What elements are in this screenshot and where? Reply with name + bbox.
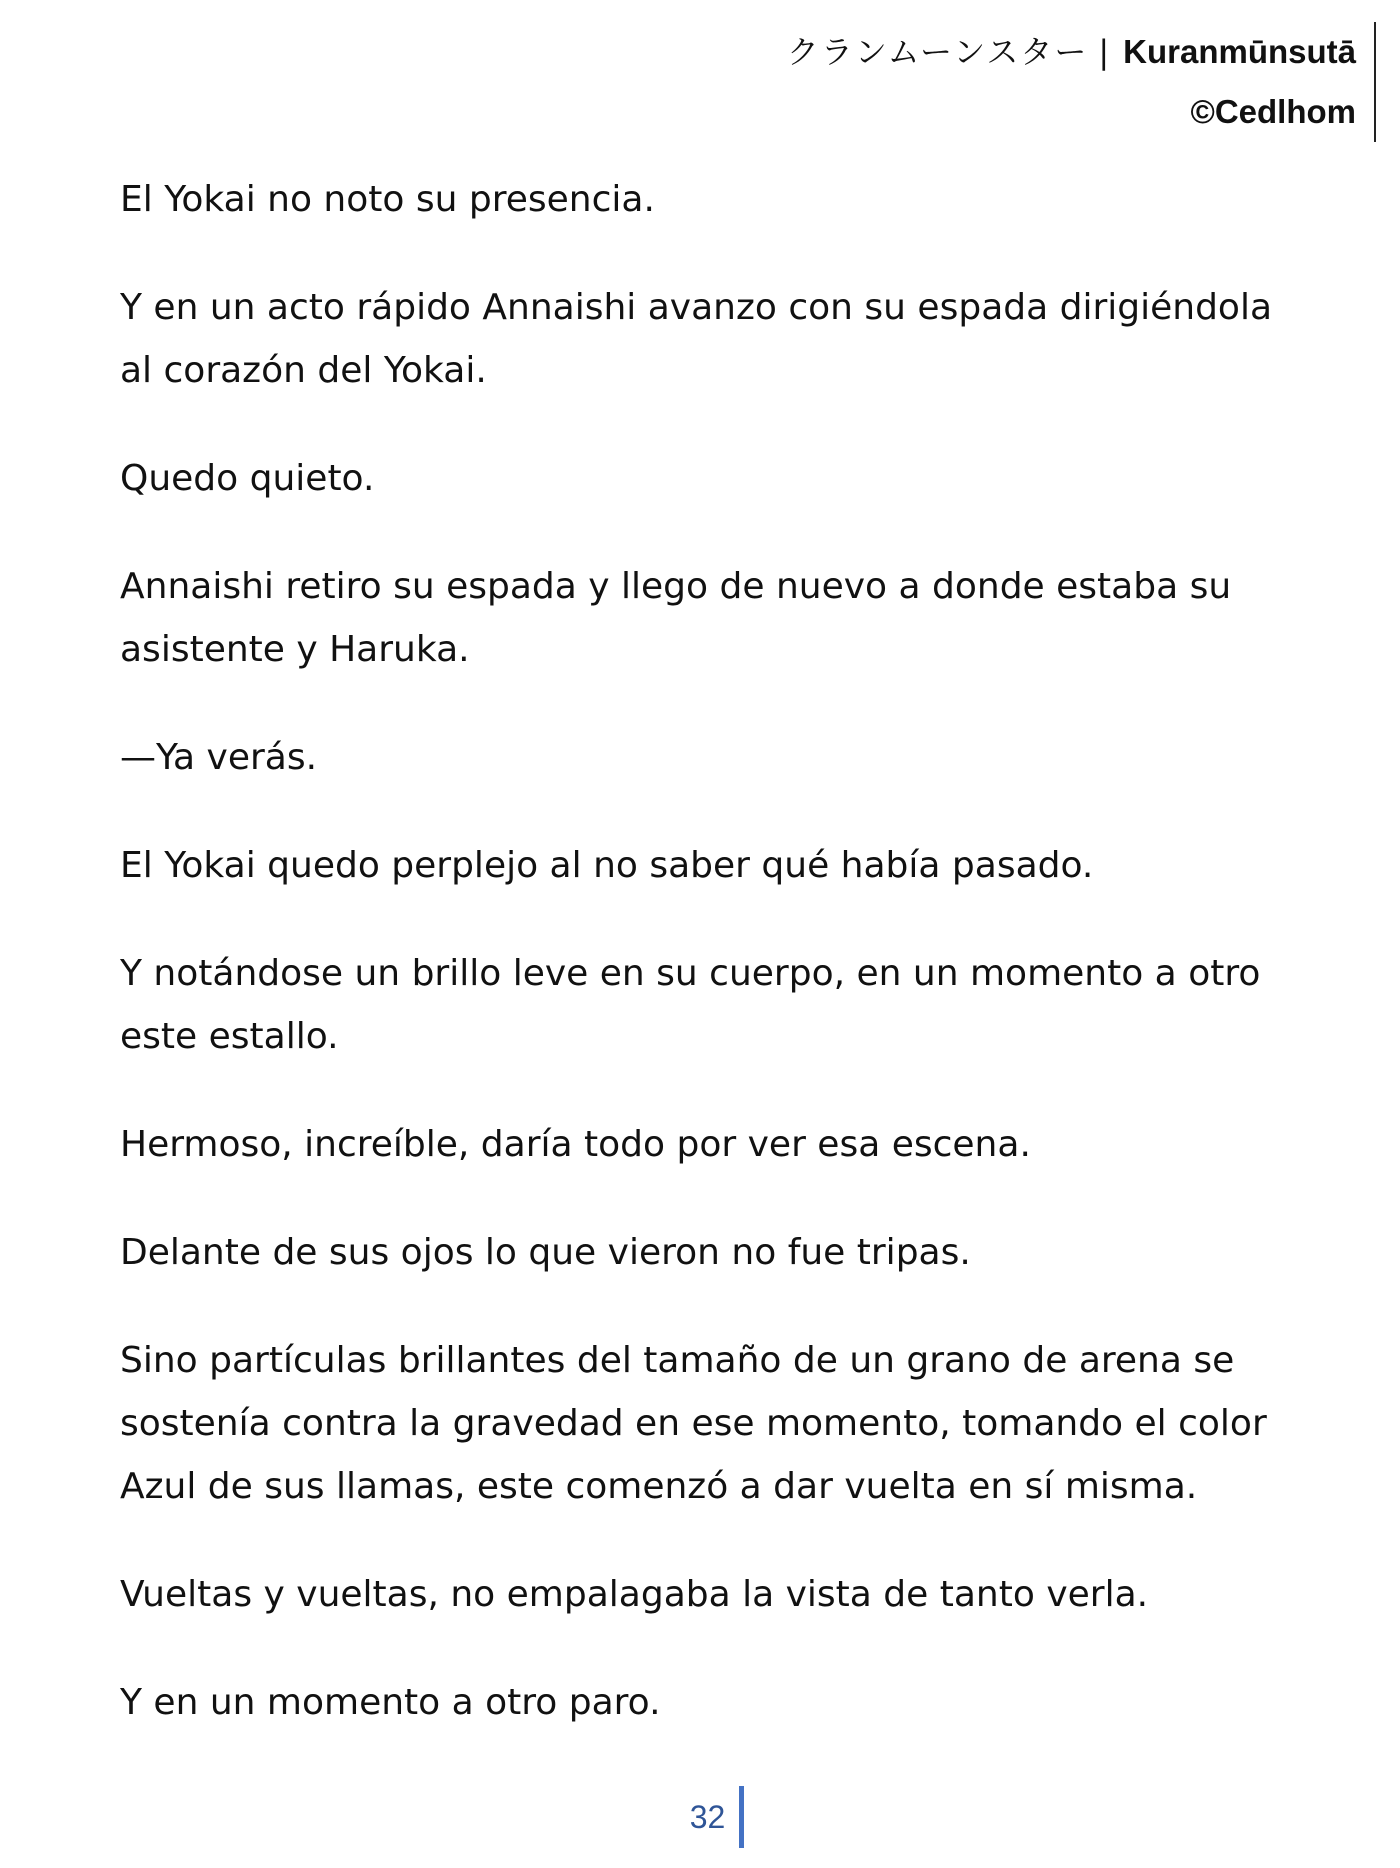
header-vertical-rule (1374, 22, 1376, 142)
title-separator: | (1098, 33, 1110, 71)
paragraph: El Yokai no noto su presencia. (120, 179, 655, 220)
paragraph: Y en un momento a otro paro. (120, 1682, 661, 1723)
page-header (787, 22, 1376, 142)
page-number: 32 (689, 1798, 726, 1835)
page-body (120, 168, 1290, 1779)
paragraph: El Yokai quedo perplejo al no saber qué había pasado. (120, 845, 1094, 886)
paragraph: Sino partículas brillantes del tamaño de un grano de arena se sostenía contra la gravedad en ese momento, tomando el color Azul de sus llamas, este comenzó a dar vuelta en sí misma. (120, 1340, 1267, 1507)
paragraph: Annaishi retiro su espada y llego de nuevo a donde estaba su asistente y Haruka. (120, 566, 1232, 670)
header-title-line (787, 22, 1356, 82)
paragraph: Y notándose un brillo leve en su cuerpo, en un momento a otro este estallo. (120, 953, 1261, 1057)
footer-vertical-rule (739, 1786, 744, 1848)
paragraph: Y en un acto rápido Annaishi avanzo con su espada dirigiéndola al corazón del Yokai. (120, 287, 1273, 391)
paragraph: —Ya verás. (120, 737, 318, 778)
paragraph: Delante de sus ojos lo que vieron no fue tripas. (120, 1232, 971, 1273)
header-text-block (787, 22, 1374, 142)
page-footer (0, 1786, 1400, 1848)
japanese-title: クランムーンスター (786, 33, 1089, 71)
copyright-notice: ©Cedlhom (1190, 93, 1356, 130)
paragraph: Quedo quieto. (120, 458, 375, 499)
paragraph: Vueltas y vueltas, no empalagaba la vista de tanto verla. (120, 1574, 1149, 1615)
paragraph: Hermoso, increíble, daría todo por ver esa escena. (120, 1124, 1031, 1165)
latin-title: Kuranmūnsutā (1123, 33, 1356, 70)
